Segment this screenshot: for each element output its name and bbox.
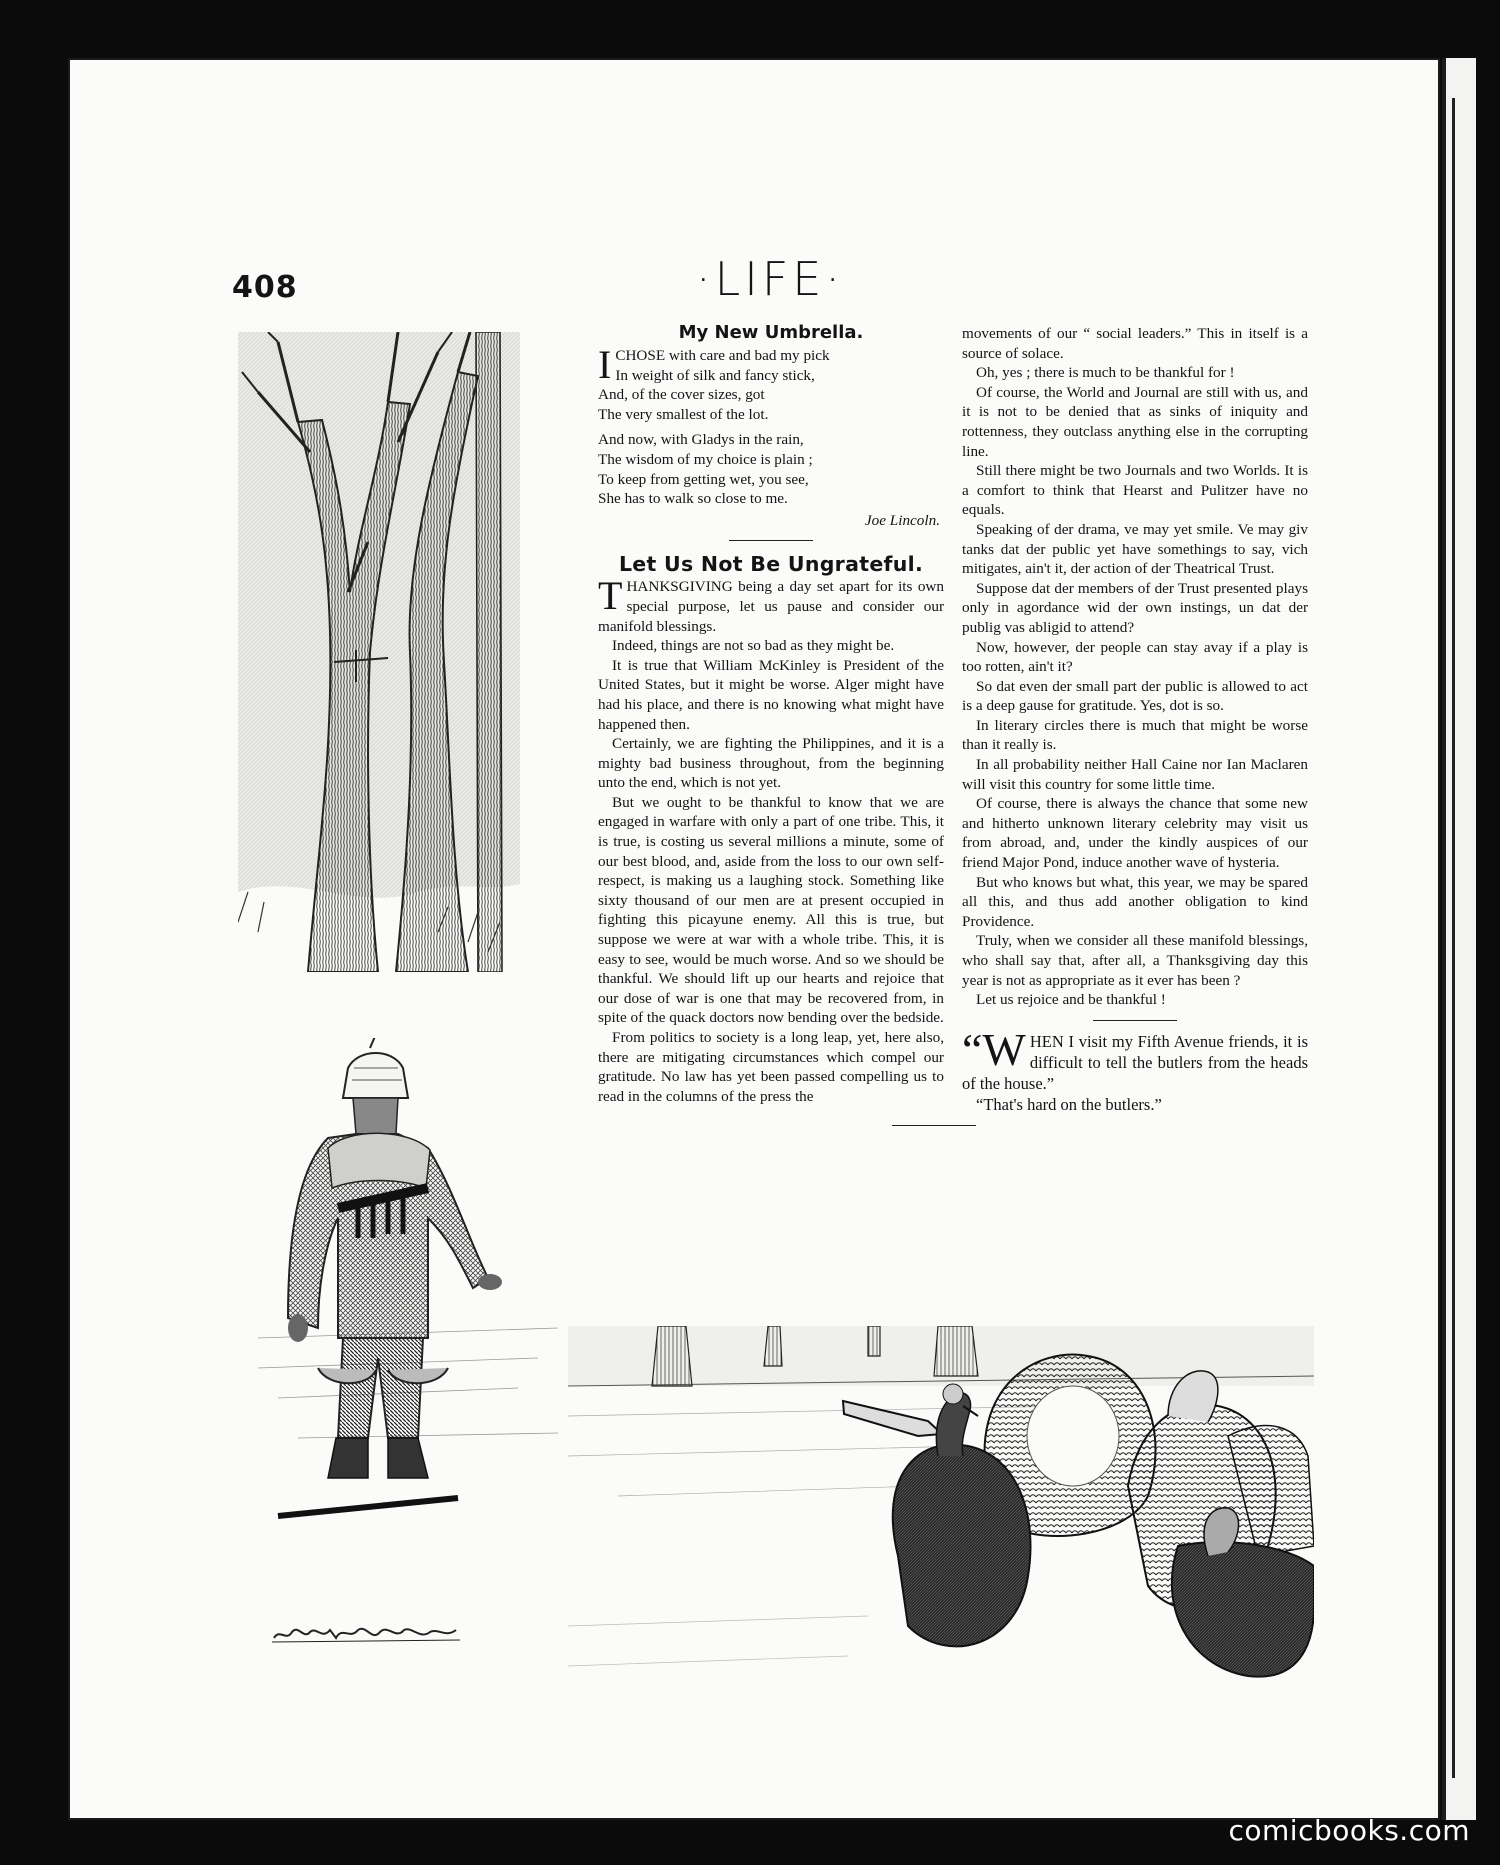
fifth-avenue-joke — [962, 1023, 1308, 1115]
poem-line: In weight of silk and fancy stick, — [615, 366, 815, 384]
site-watermark: comicbooks.com — [1228, 1814, 1470, 1847]
ungrateful-dropcap: T — [598, 573, 623, 619]
paragraph: movements of our “ social leaders.” This in itself is a source of solace. — [962, 325, 1308, 362]
paragraph: Speaking of der drama, ve may yet smile. Ve may giv tanks dat der public yet have somethings to say, vich mitigates, ain't it, der action of der Theatrical Trust. — [962, 520, 1308, 578]
umbrella-dropcap: I — [598, 342, 612, 387]
paragraph: Let us rejoice and be thankful ! — [976, 991, 1166, 1009]
artist-signature-scrawl — [270, 1618, 470, 1648]
paragraph: So dat even der small part der public is allowed to act is a deep gause for gratitude. Yes, dot is so. — [962, 677, 1308, 715]
text-column-right — [962, 324, 1308, 1126]
paragraph: Truly, when we consider all these manifold blessings, who shall say that, after all, a Thanksgiving day this year is not as appropriate as it ever has been ? — [962, 932, 1308, 989]
paragraph: From politics to society is a long leap, yet, here also, there are mitigating circumstances which compel our gratitude. No law has yet been passed compelling us to read in the columns of the press the — [598, 1029, 944, 1105]
poem-line: She has to walk so close to me. — [598, 490, 788, 508]
paragraph: Suppose dat der members of der Trust presented plays only in agordance wid der own instings, un dat der publig vas abligid to attend? — [962, 579, 1308, 636]
poem-line: To keep from getting wet, you see, — [598, 470, 809, 488]
section-divider — [729, 540, 813, 541]
paragraph: It is true that William McKinley is President of the United States, but it might be worse. Alger might have had his place, and there is no knowing what might have happened then. — [598, 656, 944, 733]
joke-line: “W HEN I visit my Fifth Avenue friends, it is difficult to tell the butlers from the heads of the house.” — [962, 1023, 1308, 1093]
paragraph: Certainly, we are fighting the Philippines, and it is a mighty bad business throughout, from the beginning unto the end, which is not yet. — [598, 735, 944, 792]
paragraph: But we ought to be thankful to know that we are engaged in warfare with only a part of one tribe. This, it is true, is costing us several millions a minute, some of our best blood, and, aside from the loss to our own self-respect, is making us a laughing stock. Something like sixty thousand of our men are at present occupied in fighting this picayune enemy. All this is true, but suppose we were at war with a whole tribe. This, it is easy to see, would be much worse. And so we should be thankful. We should lift up our hearts and rejoice that our dose of war is one that may be recovered from, in spite of the quack doctors now bending over the bedside. — [598, 793, 944, 1027]
poem-line: And now, with Gladys in the rain, — [598, 431, 804, 449]
poem-line: The wisdom of my choice is plain ; — [598, 450, 813, 468]
paragraph: But who knows but what, this year, we may be spared all this, and thus add another obligation to kind Providence. — [962, 873, 1308, 930]
paragraph: Of course, there is always the chance that some new and hitherto unknown literary celebrity may visit us from abroad, and, under the kindly auspices of our friend Major Pond, induce another wave of hysteria. — [962, 795, 1308, 872]
poem-line: The very smallest of the lot. — [598, 405, 769, 423]
winter-trees-illustration — [238, 332, 520, 972]
pilgrim-hunter-illustration — [258, 1038, 558, 1538]
joke-reply: “That's hard on the butlers.” — [976, 1094, 1162, 1114]
section-divider — [1093, 1020, 1177, 1021]
masthead-title: ·LIFE· — [696, 252, 844, 306]
paragraph: Now, however, der people can stay avay if a play is too rotten, ain't it? — [962, 638, 1308, 676]
ungrateful-heading: Let Us Not Be Ungrateful. — [618, 552, 924, 577]
umbrella-poem — [598, 342, 944, 509]
open-quote: “W — [962, 1023, 1026, 1075]
paragraph: Still there might be two Journals and two Worlds. It is a comfort to think that Hearst and Pulitzer have no equals. — [962, 462, 1308, 519]
turkeys-with-gun-illustration — [568, 1326, 1314, 1706]
poem-line: And, of the cover sizes, got — [598, 386, 765, 404]
paragraph: THANKSGIVING being a day set apart for its own special purpose, let us pause and consider our manifold blessings. — [598, 573, 944, 635]
umbrella-author: Joe Lincoln. — [864, 511, 940, 529]
paragraph: Indeed, things are not so bad as they might be. — [612, 637, 895, 655]
section-divider — [892, 1125, 976, 1126]
paragraph: In all probability neither Hall Caine nor Ian Maclaren will visit this country for some little time. — [962, 756, 1308, 793]
text-column-left — [598, 322, 944, 1106]
umbrella-heading: My New Umbrella. — [678, 322, 864, 343]
page-number: 408 — [232, 270, 298, 305]
paragraph: Oh, yes ; there is much to be thankful for ! — [976, 364, 1235, 382]
paragraph: Of course, the World and Journal are still with us, and it is not to be denied that as sinks of iniquity and rottenness, they outclass anything else in the corrupting line. — [962, 383, 1308, 460]
adjacent-page-edge — [1442, 58, 1476, 1820]
paragraph: In literary circles there is much that might be worse than it really is. — [962, 716, 1308, 754]
poem-line: CHOSE with care and bad my pick — [615, 347, 830, 364]
